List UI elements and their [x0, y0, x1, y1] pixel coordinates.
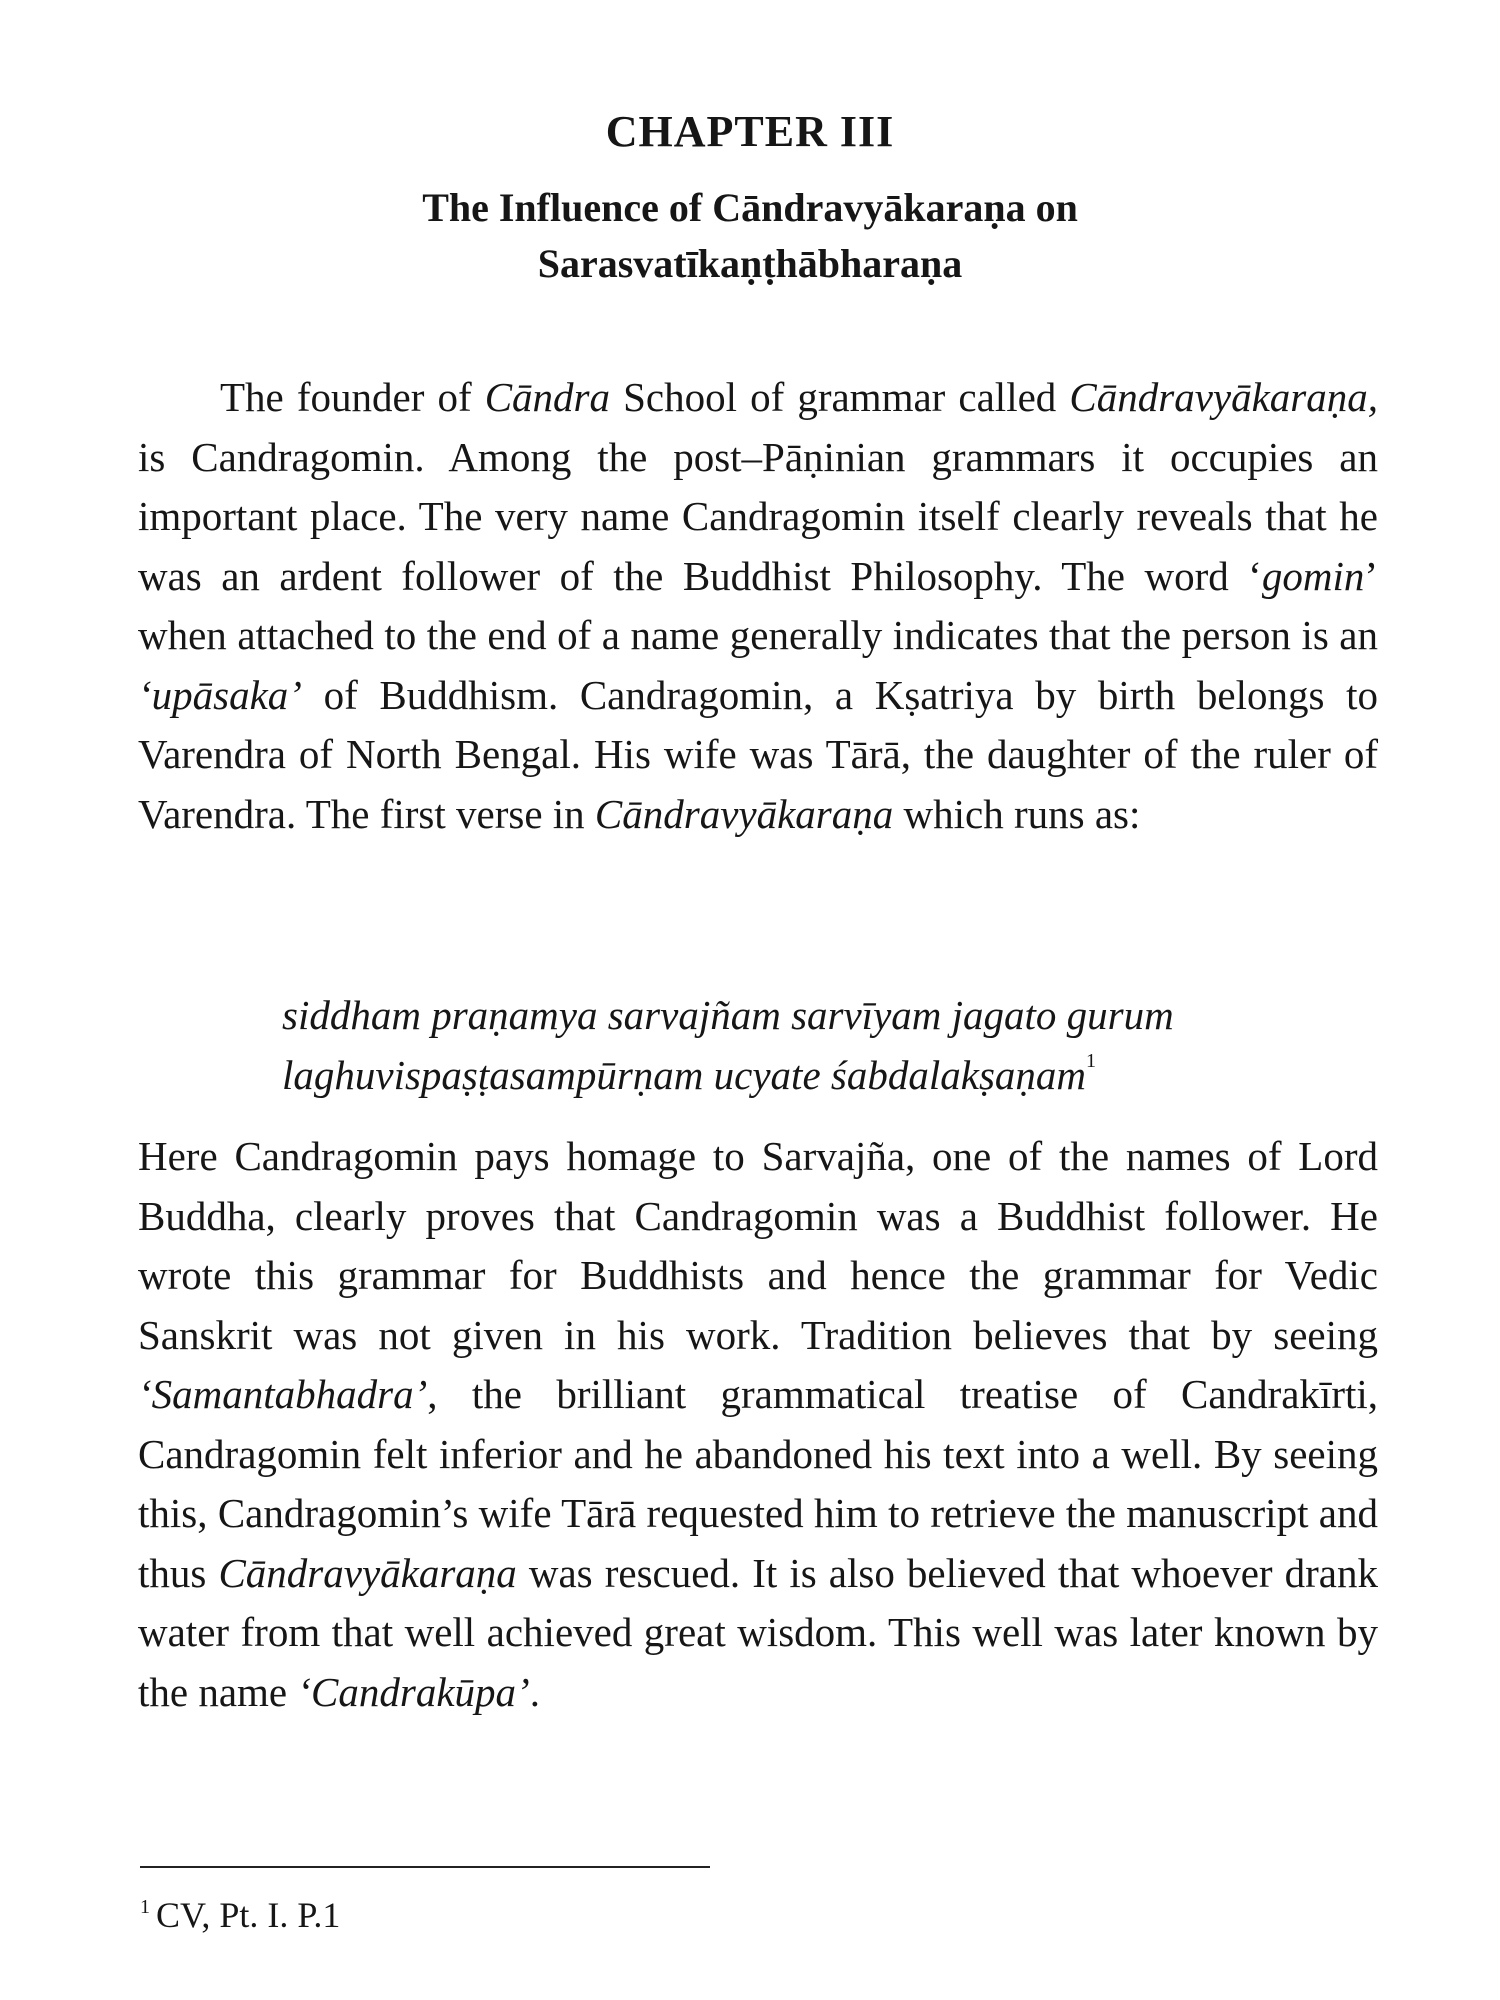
p2-text-2: , the brilliant grammatical treatise of Candrakīrti, Candragomin felt inferior and he abandoned his text into a well. By seeing this, Candragomin’s wife Tārā requested him to retrieve the manuscript and thus: [138, 1371, 1378, 1596]
verse-line-1: siddham praṇamya sarvajñam sarvīyam jagato gurum: [282, 992, 1174, 1038]
chapter-title-line-2: Sarasvatīkaṇṭhābharaṇa: [537, 241, 963, 286]
p1-italic-candravyakarana-2: Cāndravyākaraṇa: [594, 790, 894, 837]
p1-text-4: ’ when attached to the end of a name generally indicates that the person is an: [138, 552, 1378, 658]
p2-text-4: .: [529, 1668, 540, 1715]
verse-footnote-marker[interactable]: 1: [1086, 1050, 1097, 1072]
p1-text-1: The founder of: [220, 374, 485, 420]
p1-italic-candravyakarana: Cāndravyākaraṇa,: [1069, 374, 1378, 420]
p1-text-2: School of grammar called: [610, 374, 1070, 420]
p1-italic-candra: Cāndra: [484, 374, 610, 420]
p1-text-6: which runs as:: [893, 790, 1141, 837]
verse-line-2: [282, 1045, 1402, 1105]
p2-text-3: was rescued. It is also believed that whoever drank water from that well achieved great wisdom. This well was later known by the name: [138, 1549, 1379, 1715]
p2-italic-candravyakarana: Cāndravyākaraṇa: [218, 1549, 517, 1596]
sanskrit-verse: [282, 985, 1402, 1105]
p1-text-3: is Candragomin. Among the post–Pāṇinian grammars it occupies an important place. The very name Candragomin itself clearly reveals that he was an ardent follower of the Buddhist Philosophy. The word ‘: [138, 433, 1378, 599]
p2-italic-candrakupa: ‘Candrakūpa’: [297, 1668, 530, 1715]
p1-italic-upasaka: ‘upāsaka’: [138, 671, 302, 718]
p2-italic-samantabhadra: ‘Samantabhadra’: [138, 1371, 428, 1417]
chapter-title-line-1: The Influence of Cāndravyākaraṇa on: [422, 185, 1078, 230]
p1-italic-gomin: gomin: [1261, 552, 1365, 599]
chapter-number: CHAPTER III: [605, 107, 895, 156]
body-paragraph-1: [138, 368, 1378, 844]
p2-text-1: Here Candragomin pays homage to Sarvajña, one of the names of Lord Buddha, clearly proves that Candragomin was a Buddhist follower. He wrote this grammar for Buddhists and hence the grammar for Vedic Sanskrit was not given in his work. Tradition believes that by seeing: [138, 1133, 1378, 1358]
footnote: [140, 1890, 340, 1940]
p1-text-5: of Buddhism. Candragomin, a Kṣatriya by birth belongs to Varendra of North Bengal. His wife was Tārā, the daughter of the ruler of Varendra. The first verse in: [138, 671, 1378, 837]
footnote-text: CV, Pt. I. P.1: [156, 1895, 341, 1935]
footnote-divider: [140, 1866, 710, 1868]
chapter-title: [0, 180, 1500, 292]
footnote-marker: 1: [140, 1896, 150, 1918]
body-paragraph-2: [138, 1127, 1378, 1722]
verse-line-2-text: laghuvispaṣṭasampūrṇam ucyate śabdalakṣaṇam: [282, 1052, 1087, 1098]
